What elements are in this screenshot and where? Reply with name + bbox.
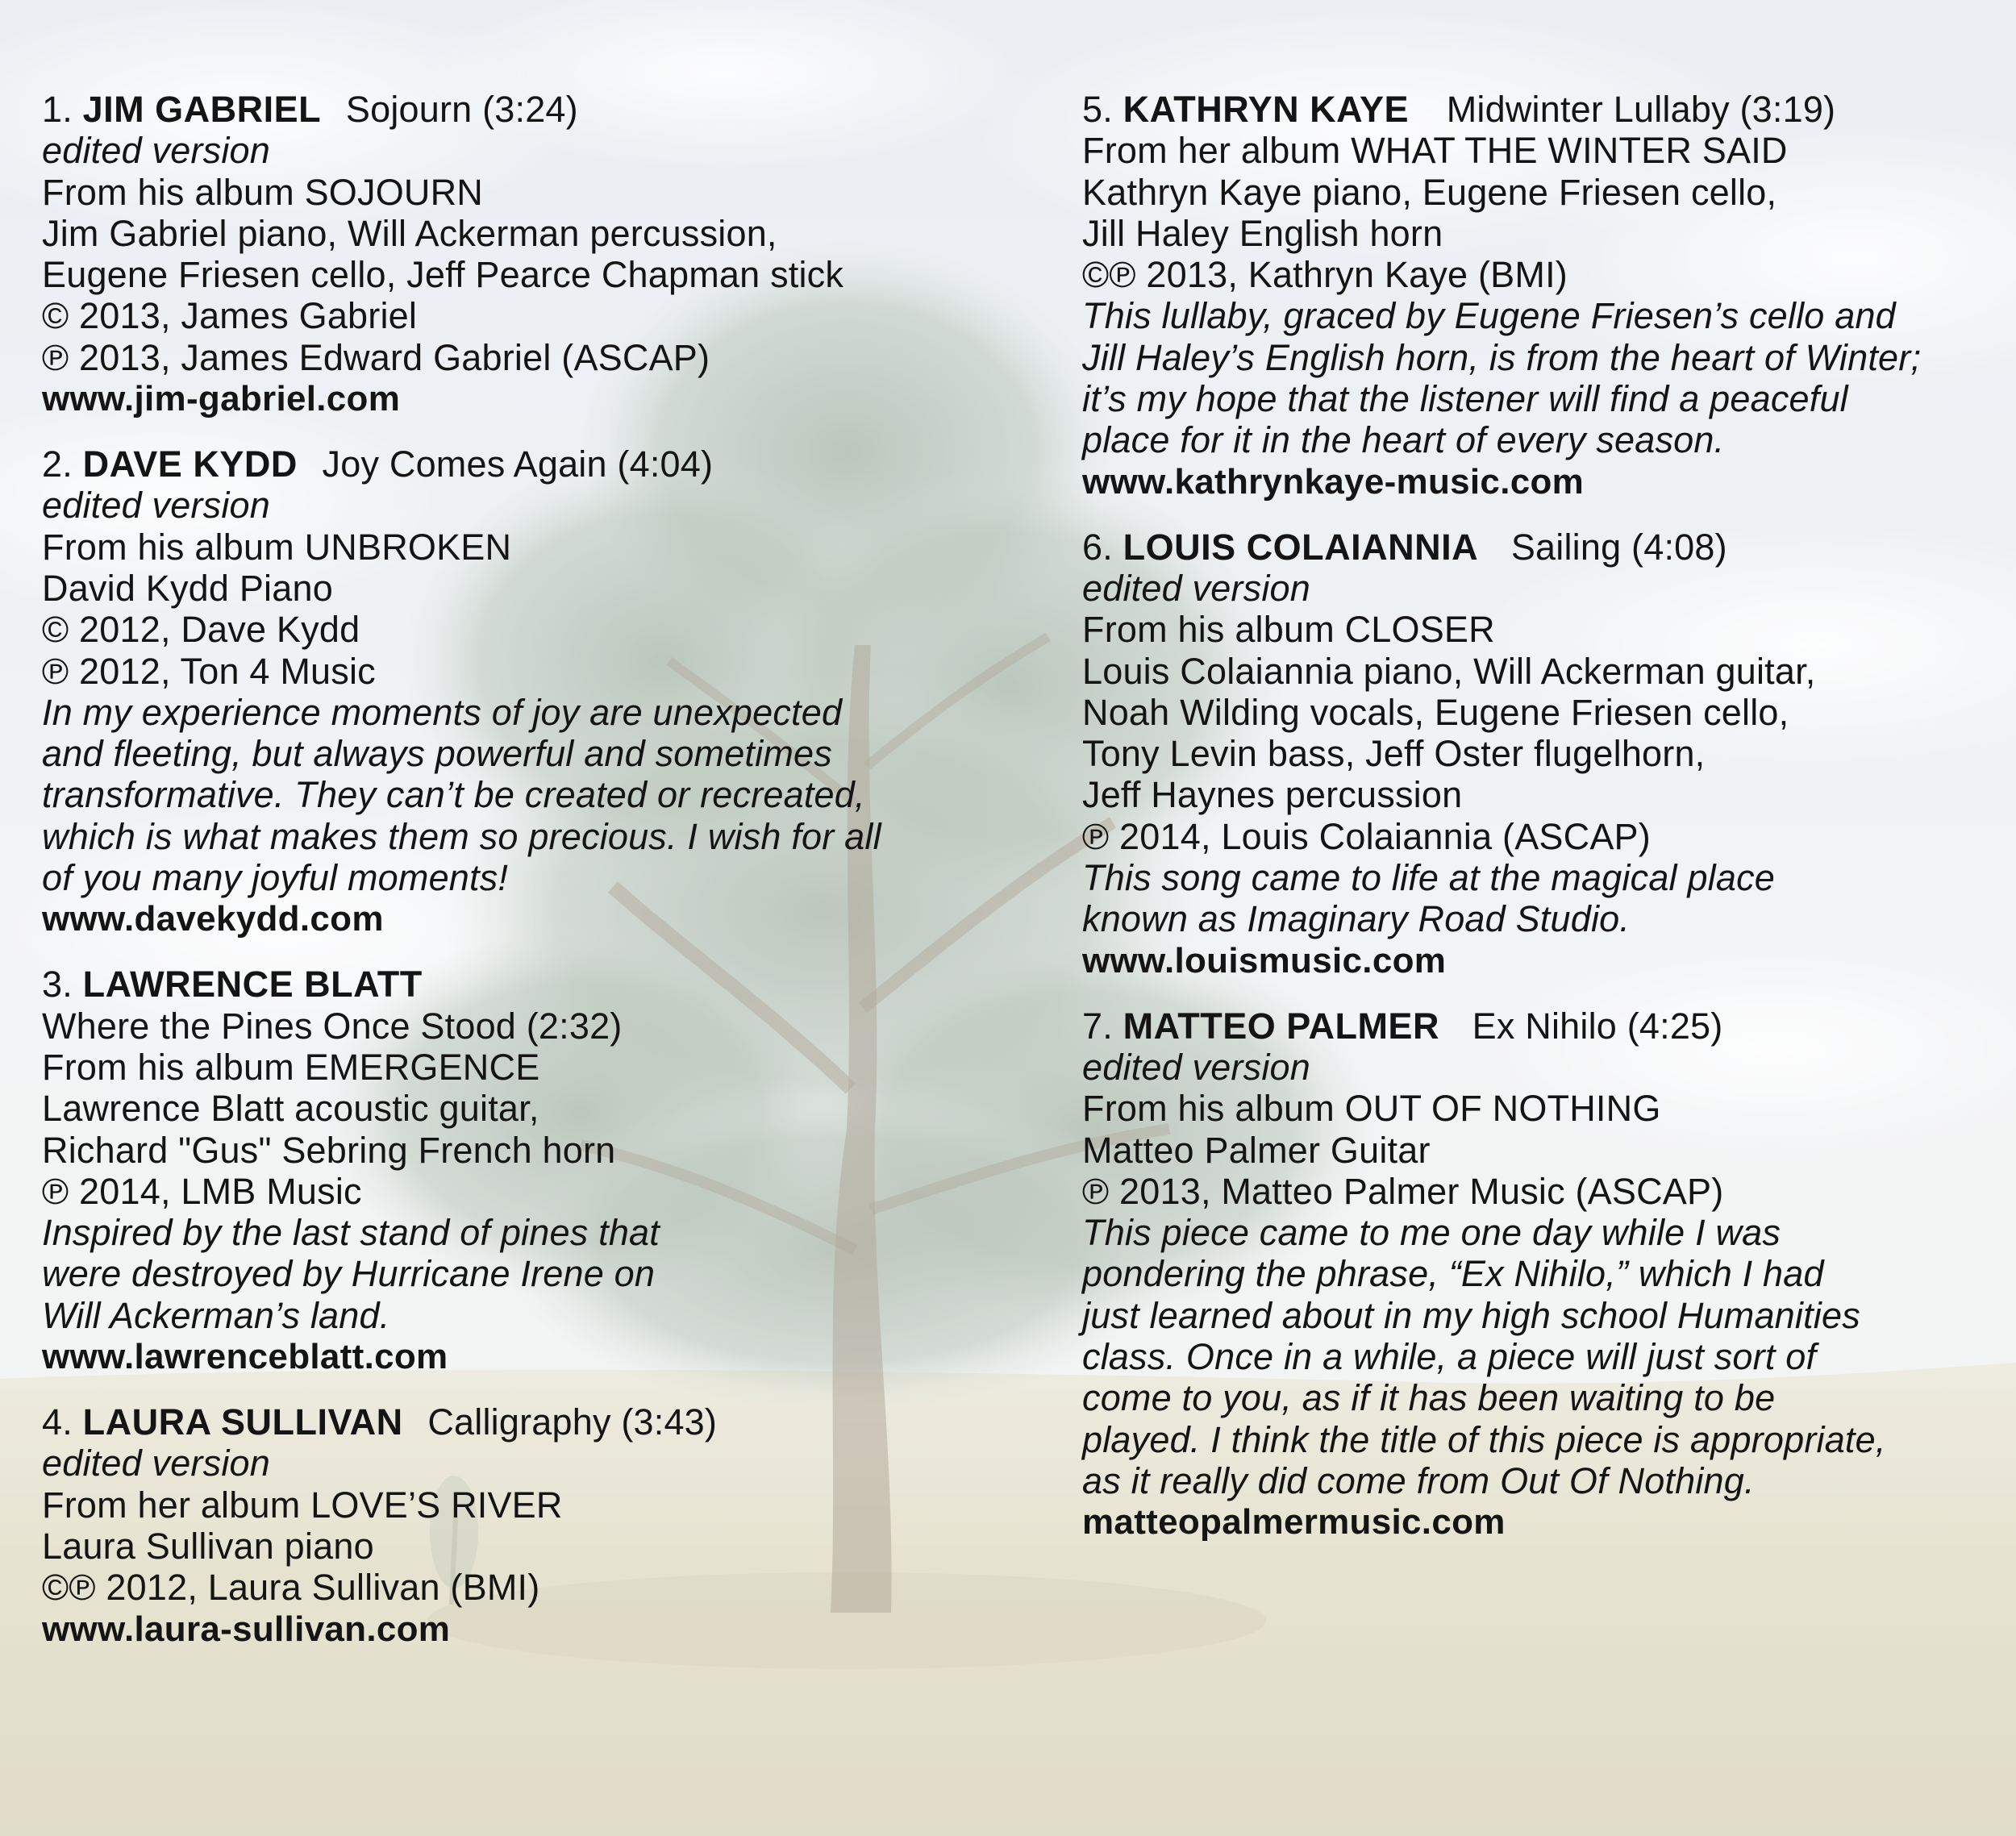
note-line: This song came to life at the magical place — [1082, 857, 1776, 899]
track-title: Midwinter Lullaby (3:19) — [1446, 89, 1836, 130]
artist-notes — [1082, 295, 2010, 460]
note-line: of you many joyful moments! — [42, 857, 509, 899]
note-line: played. I think the title of this piece is appropriate, — [1082, 1418, 1886, 1460]
track-number: 4. — [42, 1401, 73, 1443]
artist-website: www.louismusic.com — [1082, 940, 1447, 980]
track-subtitle: edited version — [42, 1443, 270, 1484]
artist-name: LOUIS COLAIANNIA — [1123, 526, 1479, 568]
track-heading — [42, 443, 1026, 485]
note-line: place for it in the heart of every season. — [1082, 419, 1725, 461]
credit-line: ℗ 2014, LMB Music — [42, 1170, 362, 1212]
track-3 — [42, 964, 1026, 1378]
credit-line: Richard "Gus" Sebring French horn — [42, 1129, 616, 1171]
note-line: come to you, as if it has been waiting to be — [1082, 1377, 1776, 1419]
credit-line: Louis Colaiannia piano, Will Ackerman guitar, — [1082, 650, 1816, 692]
artist-website: www.davekydd.com — [42, 899, 384, 939]
track-subtitle: edited version — [42, 130, 270, 172]
artist-website: www.laura-sullivan.com — [42, 1609, 451, 1649]
track-number: 7. — [1082, 1005, 1113, 1047]
artist-name: JIM GABRIEL — [82, 89, 322, 130]
track-heading — [42, 89, 1026, 130]
track-1 — [42, 89, 1026, 420]
credit-line: ©℗ 2013, Kathryn Kaye (BMI) — [1082, 254, 1568, 296]
note-line: Jill Haley’s English horn, is from the heart of Winter; — [1082, 336, 1922, 378]
credit-line: Lawrence Blatt acoustic guitar, — [42, 1088, 539, 1130]
note-line: class. Once in a while, a piece will just sort of — [1082, 1336, 1817, 1378]
track-number: 5. — [1082, 89, 1113, 130]
track-title-line: Where the Pines Once Stood (2:32) — [42, 1005, 623, 1047]
artist-notes — [1082, 1212, 2010, 1501]
track-heading — [1082, 527, 2010, 568]
artist-notes — [42, 1212, 1026, 1336]
track-5 — [1082, 89, 2010, 503]
note-line: and fleeting, but always powerful and sometimes — [42, 733, 832, 775]
track-number: 6. — [1082, 526, 1113, 568]
track-4 — [42, 1401, 1026, 1650]
credit-line: Noah Wilding vocals, Eugene Friesen cello, — [1082, 691, 1789, 733]
album-line: From her album LOVE’S RIVER — [42, 1484, 563, 1526]
credit-line: ©℗ 2012, Laura Sullivan (BMI) — [42, 1567, 540, 1609]
track-title: Ex Nihilo (4:25) — [1472, 1005, 1723, 1047]
left-column — [42, 89, 1026, 1674]
track-title: Calligraphy (3:43) — [427, 1401, 718, 1443]
album-line: From his album SOJOURN — [42, 171, 483, 213]
artist-website: matteopalmermusic.com — [1082, 1502, 1506, 1542]
track-subtitle: edited version — [1082, 567, 1310, 609]
note-line: transformative. They can’t be created or recreated, — [42, 774, 865, 816]
artist-website: www.jim-gabriel.com — [42, 379, 401, 419]
track-number: 2. — [42, 443, 73, 485]
artist-website: www.kathrynkaye-music.com — [1082, 461, 1585, 502]
track-subtitle: edited version — [42, 485, 270, 527]
artist-name: LAURA SULLIVAN — [82, 1401, 403, 1443]
artist-website: www.lawrenceblatt.com — [42, 1337, 448, 1377]
credit-line: © 2012, Dave Kydd — [42, 609, 360, 651]
album-line: From his album OUT OF NOTHING — [1082, 1088, 1661, 1130]
credit-line: Kathryn Kaye piano, Eugene Friesen cello, — [1082, 171, 1777, 213]
credit-line: © 2013, James Gabriel — [42, 295, 418, 337]
credit-line: Matteo Palmer Guitar — [1082, 1129, 1431, 1171]
track-number: 3. — [42, 964, 73, 1005]
note-line: just learned about in my high school Humanities — [1082, 1294, 1860, 1336]
track-2 — [42, 443, 1026, 940]
credit-line: Laura Sullivan piano — [42, 1525, 374, 1567]
artist-notes — [1082, 857, 2010, 940]
track-heading — [1082, 89, 2010, 130]
credit-line: Jeff Haynes percussion — [1082, 774, 1463, 816]
artist-name: LAWRENCE BLATT — [82, 964, 423, 1005]
track-heading — [42, 1401, 1026, 1443]
track-title: Joy Comes Again (4:04) — [322, 443, 714, 485]
track-7 — [1082, 1005, 2010, 1544]
credit-line: Tony Levin bass, Jeff Oster flugelhorn, — [1082, 733, 1706, 775]
credit-line: ℗ 2012, Ton 4 Music — [42, 650, 376, 692]
note-line: This piece came to me one day while I was — [1082, 1212, 1781, 1254]
credit-line: Jim Gabriel piano, Will Ackerman percussion, — [42, 212, 777, 254]
credit-line: From his album EMERGENCE — [42, 1046, 540, 1088]
artist-name: MATTEO PALMER — [1123, 1005, 1439, 1047]
note-line: Will Ackerman’s land. — [42, 1294, 390, 1336]
track-number: 1. — [42, 89, 73, 130]
track-subtitle: edited version — [1082, 1046, 1310, 1088]
note-line: as it really did come from Out Of Nothing. — [1082, 1459, 1755, 1501]
track-heading — [42, 964, 1026, 1005]
artist-name: KATHRYN KAYE — [1123, 89, 1410, 130]
credit-line: Jill Haley English horn — [1082, 212, 1443, 254]
track-heading — [1082, 1005, 2010, 1047]
note-line: This lullaby, graced by Eugene Friesen’s cello and — [1082, 295, 1896, 337]
album-line: From her album WHAT THE WINTER SAID — [1082, 130, 1788, 172]
album-line: From his album UNBROKEN — [42, 526, 512, 568]
artist-name: DAVE KYDD — [82, 443, 298, 485]
right-column — [1082, 89, 2010, 1567]
credit-line: ℗ 2014, Louis Colaiannia (ASCAP) — [1082, 815, 1651, 857]
note-line: which is what makes them so precious. I wish for all — [42, 815, 881, 857]
note-line: In my experience moments of joy are unexpected — [42, 691, 843, 733]
artist-notes — [42, 692, 1026, 898]
track-6 — [1082, 527, 2010, 982]
credit-line: ℗ 2013, Matteo Palmer Music (ASCAP) — [1082, 1170, 1724, 1212]
album-line: From his album CLOSER — [1082, 609, 1495, 651]
credit-line: Eugene Friesen cello, Jeff Pearce Chapman stick — [42, 254, 844, 296]
track-title: Sojourn (3:24) — [345, 89, 578, 130]
note-line: known as Imaginary Road Studio. — [1082, 898, 1631, 940]
note-line: were destroyed by Hurricane Irene on — [42, 1253, 656, 1295]
track-title: Sailing (4:08) — [1510, 526, 1727, 568]
credit-line: David Kydd Piano — [42, 567, 333, 609]
note-line: Inspired by the last stand of pines that — [42, 1212, 660, 1254]
note-line: pondering the phrase, “Ex Nihilo,” which I had — [1082, 1253, 1824, 1295]
note-line: it’s my hope that the listener will find a peaceful — [1082, 378, 1848, 420]
credit-line: ℗ 2013, James Edward Gabriel (ASCAP) — [42, 336, 710, 378]
